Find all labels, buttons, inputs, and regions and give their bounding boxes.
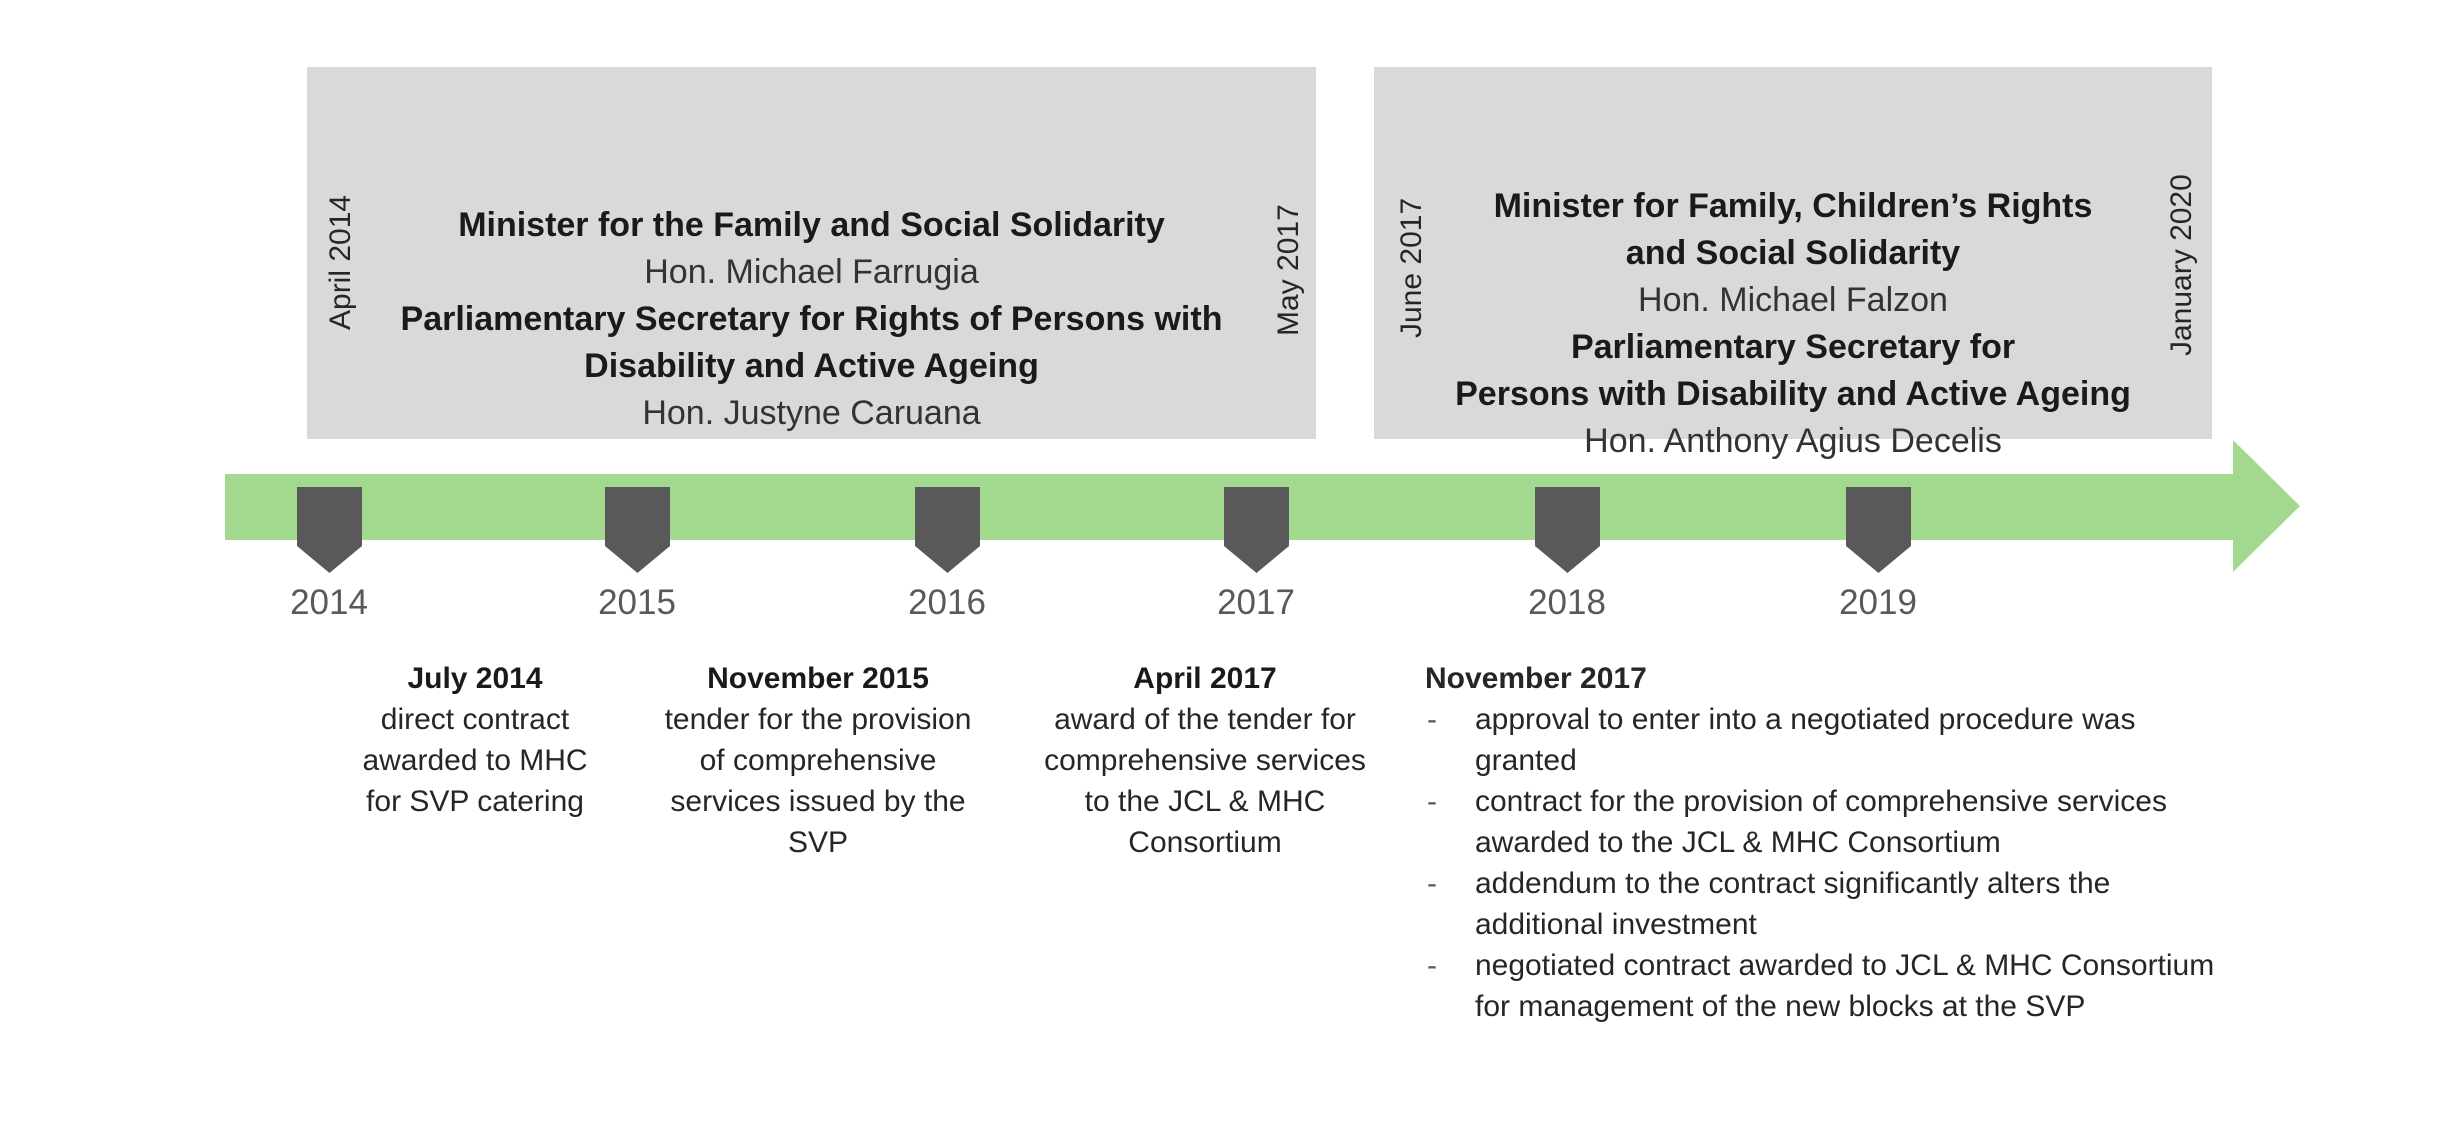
bullet-3-line-1: addendum to the contract significantly alters the	[1475, 867, 2111, 900]
event-2-line-4: SVP	[787, 826, 849, 859]
year-label-2019: 2019	[1839, 583, 1917, 622]
bullet-4-line-1: negotiated contract awarded to JCL & MHC Consortium	[1475, 949, 2215, 982]
event-3-line-4: Consortium	[1128, 826, 1282, 859]
event-4-bullet-4	[1425, 945, 2275, 1027]
year-label-2018: 2018	[1528, 583, 1606, 622]
panel-2-line-6: Hon. Anthony Agius Decelis	[1584, 422, 2002, 460]
event-april-2017	[1030, 658, 1380, 863]
panel-2-line-4: Parliamentary Secretary for	[1570, 328, 2016, 366]
bullet-dash: -	[1427, 703, 1437, 736]
event-1-line-3: for SVP catering	[366, 785, 584, 818]
year-marker-2014	[297, 487, 362, 573]
panel-1-line-2: Hon. Michael Farrugia	[644, 253, 979, 291]
event-2-line-1: tender for the provision	[664, 703, 972, 736]
event-3-line-2: comprehensive services	[1044, 744, 1366, 777]
event-3-line-3: to the JCL & MHC	[1084, 785, 1326, 818]
panel-2-line-1: Minister for Family, Children’s Rights	[1493, 187, 2093, 225]
event-1-line-1: direct contract	[380, 703, 570, 736]
year-marker-2015	[605, 487, 670, 573]
event-2-line-3: services issued by the	[670, 785, 966, 818]
year-marker-2019	[1846, 487, 1911, 573]
event-4-bullet-2	[1425, 781, 2275, 863]
event-4-heading: November 2017	[1425, 662, 1647, 695]
panel-1-line-1: Minister for the Family and Social Solidarity	[458, 206, 1165, 244]
year-label-2014: 2014	[290, 583, 368, 622]
bullet-2-line-1: contract for the provision of comprehensive services	[1475, 785, 2167, 818]
year-label-2015: 2015	[598, 583, 676, 622]
event-1-line-2: awarded to MHC	[362, 744, 588, 777]
panel-2-line-5: Persons with Disability and Active Ageing	[1455, 375, 2131, 413]
year-marker-2017	[1224, 487, 1289, 573]
bullet-4-line-2: for management of the new blocks at the SVP	[1475, 990, 2086, 1023]
panel-2-line-2: and Social Solidarity	[1625, 234, 1961, 272]
event-4-bullet-3	[1425, 863, 2275, 945]
panel-1-end-date: May 2017	[1272, 204, 1305, 336]
year-label-2017: 2017	[1217, 583, 1295, 622]
bullet-dash: -	[1427, 867, 1437, 900]
bullet-1-line-1: approval to enter into a negotiated procedure was	[1475, 703, 2136, 736]
event-3-heading: April 2017	[1133, 662, 1277, 695]
bullet-dash: -	[1427, 949, 1437, 982]
event-2-line-2: of comprehensive	[699, 744, 937, 777]
event-november-2017	[1425, 658, 2275, 1027]
bullet-dash: -	[1427, 785, 1437, 818]
event-july-2014	[330, 658, 620, 822]
event-november-2015	[640, 658, 996, 863]
panel-1-line-5: Hon. Justyne Caruana	[642, 394, 981, 432]
year-marker-2018	[1535, 487, 1600, 573]
panel-1-start-date: April 2014	[324, 194, 357, 330]
panel-2-line-3: Hon. Michael Falzon	[1638, 281, 1948, 319]
year-label-2016: 2016	[908, 583, 986, 622]
panel-2-start-date: June 2017	[1395, 197, 1428, 338]
event-1-heading: July 2014	[407, 662, 543, 695]
panel-2-end-date: January 2020	[2165, 174, 2198, 356]
event-2-heading: November 2015	[707, 662, 929, 695]
year-marker-2016	[915, 487, 980, 573]
event-4-bullet-1	[1425, 699, 2275, 781]
bullet-3-line-2: additional investment	[1475, 908, 1757, 941]
bullet-1-line-2: granted	[1475, 744, 1577, 777]
panel-1-line-4: Disability and Active Ageing	[584, 347, 1039, 385]
event-3-line-1: award of the tender for	[1054, 703, 1356, 736]
panel-1-line-3: Parliamentary Secretary for Rights of Persons with	[400, 300, 1223, 338]
bullet-2-line-2: awarded to the JCL & MHC Consortium	[1475, 826, 2001, 859]
